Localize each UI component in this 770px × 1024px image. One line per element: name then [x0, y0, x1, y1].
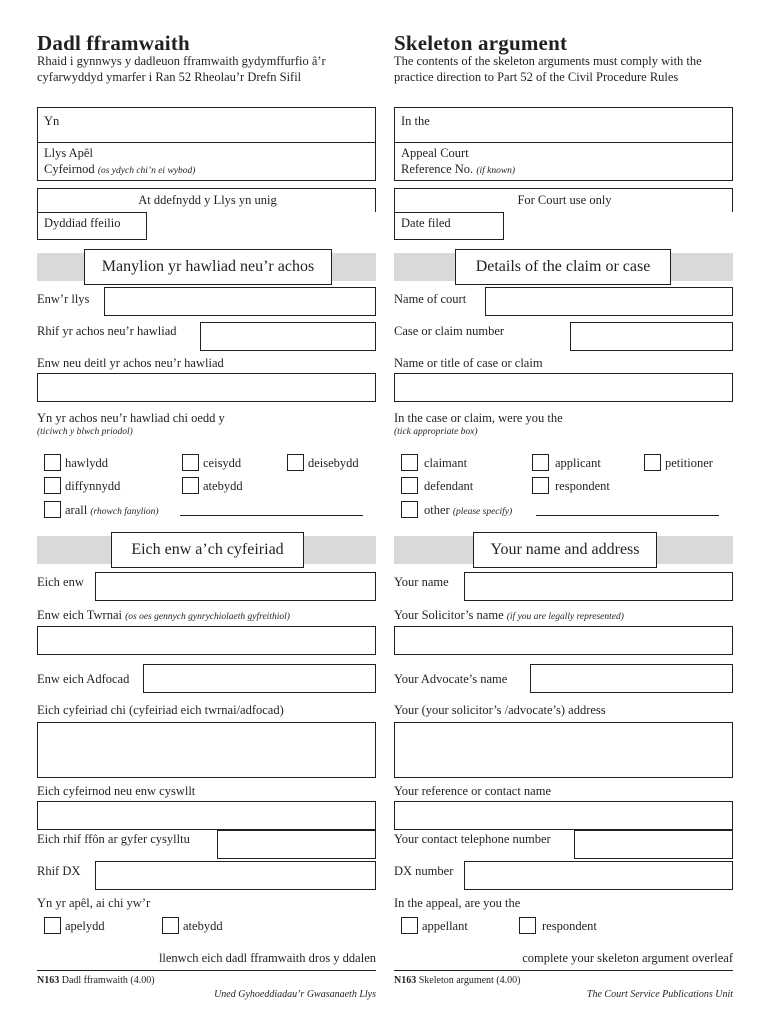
welsh-section1-title: Manylion yr hawliad neu’r achos [84, 249, 332, 285]
welsh-name-of-court-label: Enw’r llys [37, 292, 90, 306]
welsh-advocate-field[interactable] [143, 664, 376, 693]
welsh-other-checkbox[interactable] [44, 501, 61, 518]
welsh-publisher: Uned Gyhoeddiadau’r Gwasanaeth Llys [214, 989, 376, 1000]
welsh-claimant-checkbox[interactable] [44, 454, 61, 471]
welsh-title-of-case-field[interactable] [37, 373, 376, 402]
english-were-you-label: In the case or claim, were you the [394, 411, 563, 425]
welsh-reference-box[interactable] [37, 142, 376, 181]
welsh-form-id: N163 Dadl fframwaith (4.00) [37, 975, 155, 986]
welsh-section2-title: Eich enw a’ch cyfeiriad [111, 532, 304, 568]
welsh-petitioner-label: deisebydd [308, 456, 359, 470]
english-title-of-case-field[interactable] [394, 373, 733, 402]
english-solicitor-label: Your Solicitor’s name (if you are legally represented) [394, 608, 624, 622]
welsh-defendant-label: diffynnydd [65, 479, 121, 493]
english-title-of-case-label: Name or title of case or claim [394, 356, 543, 370]
welsh-section2-bar [37, 536, 376, 564]
english-court-label: In the [401, 114, 430, 128]
welsh-court-use-box [37, 188, 376, 240]
english-appeal-court-label: Appeal Court [401, 146, 469, 160]
english-date-filed-label: Date filed [401, 216, 451, 230]
english-appellant-checkbox[interactable] [401, 917, 418, 934]
english-advocate-label: Your Advocate’s name [394, 672, 508, 686]
english-applicant-checkbox[interactable] [532, 454, 549, 471]
english-appellant-label: appellant [422, 919, 468, 933]
welsh-were-you-label: Yn yr achos neu’r hawliad chi oedd y [37, 411, 225, 425]
english-reference-box[interactable] [394, 142, 733, 181]
english-court-use-label: For Court use only [517, 193, 612, 207]
english-reference-label: Your reference or contact name [394, 784, 551, 798]
welsh-other-specify-line[interactable] [180, 515, 363, 516]
welsh-court-label: Yn [44, 114, 60, 128]
english-solicitor-field[interactable] [394, 626, 733, 655]
welsh-appeal-respondent-checkbox[interactable] [162, 917, 179, 934]
welsh-phone-label: Eich rhif ffôn ar gyfer cysylltu [37, 832, 190, 846]
english-defendant-checkbox[interactable] [401, 477, 418, 494]
english-court-use-box [394, 188, 733, 240]
welsh-solicitor-field[interactable] [37, 626, 376, 655]
english-section1-bar [394, 253, 733, 281]
english-appeal-question: In the appeal, are you the [394, 896, 521, 910]
english-name-of-court-field[interactable] [485, 287, 733, 316]
english-applicant-label: applicant [555, 456, 601, 470]
welsh-intro: Rhaid i gynnwys y dadleuon fframwaith gydymffurfio â’r cyfarwyddyd ymarfer i Ran 52 Rheolau’r Drefn Sifil [37, 54, 326, 84]
welsh-court-use-label: At ddefnydd y Llys yn unig [138, 193, 277, 207]
english-tick-hint: (tick appropriate box) [394, 427, 478, 437]
welsh-defendant-checkbox[interactable] [44, 477, 61, 494]
english-address-label: Your (your solicitor’s /advocate’s) address [394, 703, 606, 717]
welsh-claim-number-field[interactable] [200, 322, 376, 351]
english-petitioner-label: petitioner [665, 456, 713, 470]
welsh-respondent-checkbox[interactable] [182, 477, 199, 494]
welsh-date-filed-label: Dyddiad ffeilio [44, 216, 121, 230]
welsh-appeal-question: Yn yr apêl, ai chi yw’r [37, 896, 151, 910]
english-respondent-checkbox[interactable] [532, 477, 549, 494]
english-appeal-respondent-checkbox[interactable] [519, 917, 536, 934]
english-address-field[interactable] [394, 722, 733, 778]
welsh-reference-field[interactable] [37, 801, 376, 830]
english-phone-label: Your contact telephone number [394, 832, 551, 846]
english-ref-label: Reference No. (if known) [401, 162, 516, 176]
welsh-dx-field[interactable] [95, 861, 376, 890]
english-your-name-field[interactable] [464, 572, 733, 601]
english-phone-field[interactable] [574, 830, 733, 859]
english-claimant-checkbox[interactable] [401, 454, 418, 471]
welsh-reference-label: Eich cyfeirnod neu enw cyswllt [37, 784, 196, 798]
english-other-specify-line[interactable] [536, 515, 719, 516]
english-other-label: other (please specify) [424, 503, 513, 517]
english-appeal-respondent-label: respondent [542, 919, 597, 933]
welsh-court-box[interactable] [37, 107, 376, 143]
english-respondent-label: respondent [555, 479, 610, 493]
english-court-box[interactable] [394, 107, 733, 143]
welsh-appeal-court-label: Llys Apêl [44, 146, 93, 160]
english-overleaf-note: complete your skeleton argument overleaf [522, 951, 733, 965]
welsh-date-filed-field[interactable] [146, 212, 376, 240]
welsh-title-of-case-label: Enw neu deitl yr achos neu’r hawliad [37, 356, 224, 370]
english-your-name-label: Your name [394, 575, 449, 589]
welsh-ref-label: Cyfeirnod (os ydych chi’n ei wybod) [44, 162, 196, 176]
welsh-title: Dadl fframwaith [37, 31, 190, 55]
english-claim-number-field[interactable] [570, 322, 733, 351]
welsh-appellant-label: apelydd [65, 919, 105, 933]
welsh-your-name-label: Eich enw [37, 575, 84, 589]
welsh-appellant-checkbox[interactable] [44, 917, 61, 934]
english-name-of-court-label: Name of court [394, 292, 467, 306]
english-title: Skeleton argument [394, 31, 568, 55]
welsh-petitioner-checkbox[interactable] [287, 454, 304, 471]
welsh-applicant-checkbox[interactable] [182, 454, 199, 471]
welsh-overleaf-note: llenwch eich dadl fframwaith dros y ddalen [158, 951, 376, 965]
english-defendant-label: defendant [424, 479, 474, 493]
welsh-advocate-label: Enw eich Adfocad [37, 672, 130, 686]
english-petitioner-checkbox[interactable] [644, 454, 661, 471]
english-form-id: N163 Skeleton argument (4.00) [394, 975, 521, 986]
welsh-phone-field[interactable] [217, 830, 376, 859]
welsh-other-label: arall (rhowch fanylion) [65, 503, 159, 517]
welsh-name-of-court-field[interactable] [104, 287, 376, 316]
english-section1-title: Details of the claim or case [455, 249, 671, 285]
welsh-claim-number-label: Rhif yr achos neu’r hawliad [37, 324, 177, 338]
welsh-appeal-respondent-label: atebydd [183, 919, 223, 933]
english-reference-field[interactable] [394, 801, 733, 830]
english-intro: The contents of the skeleton arguments must comply with the practice direction to Part 52 of the Civil Procedure Rules [394, 54, 702, 84]
welsh-solicitor-label: Enw eich Twrnai (os oes gennych gynrychiolaeth gyfreithiol) [37, 608, 290, 622]
welsh-tick-hint: (ticiwch y blwch priodol) [37, 427, 133, 437]
english-section2-bar [394, 536, 733, 564]
welsh-your-name-field[interactable] [95, 572, 376, 601]
welsh-claimant-label: hawlydd [65, 456, 109, 470]
welsh-section1-bar [37, 253, 376, 281]
english-section2-title: Your name and address [473, 532, 657, 568]
english-other-checkbox[interactable] [401, 501, 418, 518]
english-date-filed-field[interactable] [503, 212, 733, 240]
english-claimant-label: claimant [424, 456, 468, 470]
english-publisher: The Court Service Publications Unit [586, 989, 733, 1000]
welsh-applicant-label: ceisydd [203, 456, 242, 470]
welsh-address-field[interactable] [37, 722, 376, 778]
english-dx-field[interactable] [464, 861, 733, 890]
english-advocate-field[interactable] [530, 664, 733, 693]
english-claim-number-label: Case or claim number [394, 324, 505, 338]
welsh-respondent-label: atebydd [203, 479, 243, 493]
english-dx-label: DX number [394, 864, 454, 878]
welsh-address-label: Eich cyfeiriad chi (cyfeiriad eich twrnai/adfocad) [37, 703, 284, 717]
welsh-dx-label: Rhif DX [37, 864, 81, 878]
